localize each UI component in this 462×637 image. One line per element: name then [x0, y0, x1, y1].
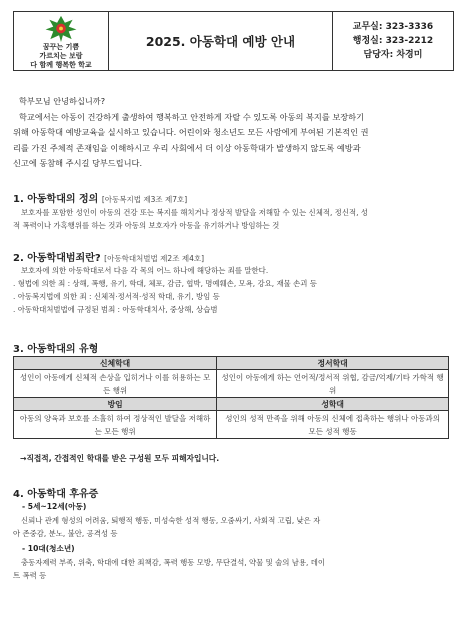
body-line: 보호자에 의한 아동학대로서 다음 각 목의 어느 하나에 해당하는 죄를 말한다.	[21, 266, 269, 275]
page-title: 2025. 아동학대 예방 안내	[109, 12, 333, 70]
body-line: . 형법에 의한 죄 : 상해, 폭행, 유기, 학대, 체포, 감금, 협박, 명예훼손, 모욕, 강요, 재물 손괴 등	[13, 279, 317, 288]
motto-line: 꿈꾸는 기쁨	[42, 43, 80, 51]
type-name: 신체학대	[14, 357, 217, 370]
school-emblem-icon	[43, 14, 79, 43]
table-row	[14, 370, 449, 398]
intro-line: 위해 아동학대 예방교육을 실시하고 있습니다. 어린이와 청소년도 모든 사람에게 부여된 기본적인 권	[13, 127, 369, 137]
section-heading: 2. 아동학대범죄란?	[13, 253, 101, 264]
section-1-title	[13, 190, 187, 205]
age-group-body	[13, 514, 453, 540]
section-heading: 1. 아동학대의 정의	[13, 194, 99, 205]
body-line: . 아동복지법에 의한 죄 : 신체적·정서적·성적 학대, 유기, 방임 등	[13, 292, 220, 301]
table-row	[14, 411, 449, 439]
type-desc: 아동의 양육과 보호를 소홀히 하여 정상적인 발달을 저해하는 모든 행위	[14, 411, 217, 439]
type-name: 성학대	[217, 398, 449, 411]
section-heading: 3. 아동학대의 유형	[13, 344, 99, 355]
type-desc: 성인이 아동에게 신체적 손상을 입히거나 이를 허용하는 모든 행위	[14, 370, 217, 398]
section-4-title	[13, 485, 98, 500]
contact-line: 교무실: 323-3336	[352, 22, 434, 32]
motto-line: 다 함께 행복한 학교	[30, 61, 92, 69]
body-line: 충동자제력 부족, 위축, 학대에 대한 죄책감, 폭력 행동 모방, 무단결석, 약물 및 술의 남용, 데이	[21, 558, 326, 567]
type-name: 방임	[14, 398, 217, 411]
type-desc: 성인이 아동에게 하는 언어적/정서적 위협, 감금/억제/기타 가학적 행위	[217, 370, 449, 398]
contact-info	[333, 12, 453, 70]
intro-line: 학교에서는 아동이 건강하게 출생하여 행복하고 안전하게 자랄 수 있도록 아동의 복지를 보장하기	[19, 111, 364, 122]
intro-line: 학부모님 안녕하십니까?	[19, 96, 106, 106]
body-line: 적 폭력이나 가혹행위를 하는 것과 아동의 보호자가 아동을 유기하거나 방임하는 것	[13, 221, 280, 230]
body-line: 트 폭력 등	[13, 571, 47, 580]
type-name: 정서학대	[217, 357, 449, 370]
abuse-types-table	[13, 356, 449, 439]
type-desc: 성인의 성적 만족을 위해 아동의 신체에 접촉하는 행위나 아동과의 모든 성적 행동	[217, 411, 449, 439]
body-line: 아 존중감, 분노, 불안, 공격성 등	[13, 529, 118, 538]
body-line: 보호자를 포함한 성인이 아동의 건강 또는 복지를 해치거나 정상적 발달을 저해할 수 있는 신체적, 정신적, 성	[21, 208, 368, 217]
section-2-title	[13, 249, 204, 264]
contact-line: 행정실: 323-2212	[352, 36, 434, 46]
law-reference: [아동복지법 제3조 제7호]	[101, 195, 188, 204]
contact-line: 담당자: 차경미	[363, 50, 423, 60]
body-line: . 아동학대처벌법에 규정된 범죄 : 아동학대치사, 중상해, 상습범	[13, 305, 218, 314]
age-group-label: - 5세~12세(아동)	[22, 502, 87, 511]
section-heading: 4. 아동학대 후유증	[13, 489, 99, 500]
section-2-body	[13, 264, 453, 316]
victim-note: →직접적, 간접적인 학대를 받은 구성원 모두 피해자입니다.	[20, 454, 220, 463]
intro-line: 신고에 동참해 주시길 당부드립니다.	[13, 158, 143, 168]
section-3-title	[13, 340, 98, 355]
intro-line: 리를 가진 주체적 존재임을 이해하시고 우리 사회에서 더 이상 아동학대가 발생하지 않도록 예방과	[13, 142, 361, 153]
intro-paragraph	[13, 94, 450, 172]
school-logo-cell	[14, 12, 109, 70]
age-group-label: - 10대(청소년)	[22, 544, 75, 553]
table-row	[14, 398, 449, 411]
motto-line: 가르치는 보람	[39, 52, 83, 60]
law-reference: [아동학대처벌법 제2조 제4호]	[104, 254, 205, 263]
age-group-body	[13, 556, 453, 582]
section-1-body	[13, 206, 453, 232]
header-box	[13, 11, 454, 71]
table-row	[14, 357, 449, 370]
body-line: 신뢰나 관계 형성의 어려움, 퇴행적 행동, 미성숙한 성적 행동, 오줌싸기, 사회적 고립, 낮은 자	[21, 516, 321, 525]
